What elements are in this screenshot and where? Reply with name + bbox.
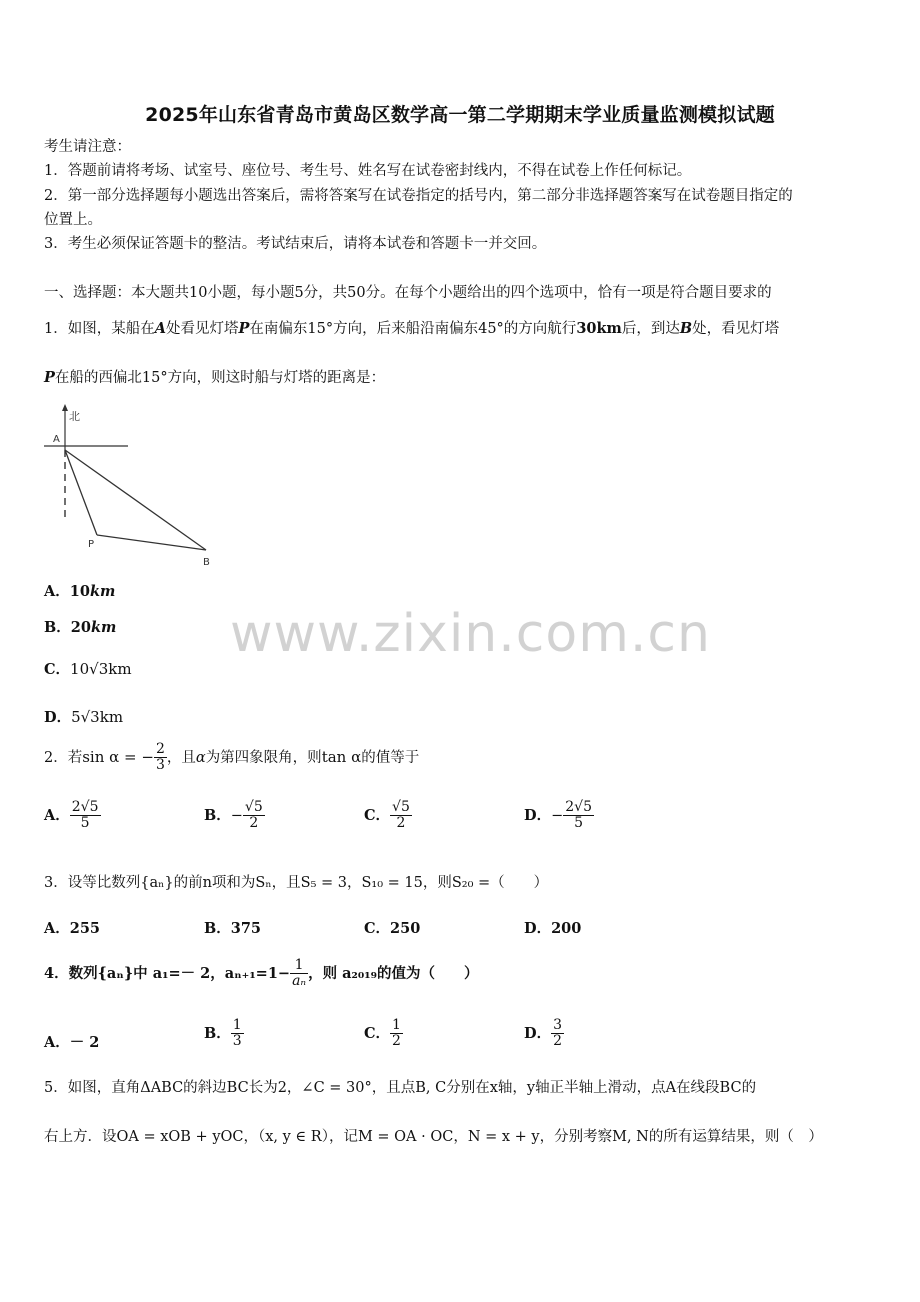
q3-option-d[interactable]: D．200 [524,920,582,937]
q4-option-c[interactable]: C． $\frac{1}{2}$ [364,1017,401,1050]
q1-option-d[interactable]: D．5√3km [44,708,124,726]
segment-pb [97,535,206,550]
q4-stem: 4．数列{aₙ}中 a₁=－ 2，aₙ₊₁=1− $\frac{1}{\text{aₙ}}$ ，则 a₂₀₁₉的值为（ ） [44,957,479,990]
q1-stem-line1: 1．如图，某船在A处看见灯塔P在南偏东15°方向，后来船沿南偏东45°的方向航行30km后，到达B处，看见灯塔 [44,320,780,337]
segment-ab [65,450,206,550]
page-title: 2025年山东省青岛市黄岛区数学高一第二学期期末学业质量监测模拟试题 [145,104,775,126]
north-label: 北 [69,410,80,423]
point-b-label: B [203,557,210,568]
notice-item-1: 1．答题前请将考场、试室号、座位号、考生号、姓名写在试卷密封线内，不得在试卷上作任何标记。 [44,163,692,179]
notice-heading: 考生请注意： [44,139,131,155]
q3-option-a[interactable]: A．255 [44,920,101,937]
notice-item-2: 2．第一部分选择题每小题选出答案后，需将答案写在试卷指定的括号内，第二部分非选择题答案写在试卷题目指定的 [44,188,793,204]
q5-stem-line2: 右上方．设OA = xOB + yOC，（x, y ∈ R），记M = OA · OC，N = x + y，分别考察M, N的所有运算结果，则（ ） [44,1129,823,1145]
q1-option-a[interactable]: A．10km [44,583,116,600]
q5-stem-line1: 5．如图，直角ΔABC的斜边BC长为2，∠C = 30°，且点B, C分别在x轴，y轴正半轴上滑动，点A在线段BC的 [44,1080,757,1096]
q1-option-c[interactable]: C．10√3km [44,660,132,678]
segment-ap [65,450,97,535]
q2-option-c[interactable]: C． $\frac{√5}{2}$ [364,799,410,832]
q1-diagram [40,402,220,572]
q1-stem-line2: P在船的西偏北15°方向，则这时船与灯塔的距离是： [44,369,386,386]
q2-stem: 2．若sin α = − $\frac{2}{3}$ ，且α为第四象限角，则tan α的值等于 [44,741,420,774]
section-heading: 一、选择题：本大题共10小题，每小题5分，共50分。在每个小题给出的四个选项中，恰有一项是符合题目要求的 [44,285,772,301]
q4-fraction: $\frac{1}{\text{aₙ}}$ [292,957,307,990]
q3-option-b[interactable]: B．375 [204,920,262,937]
notice-item-3: 3．考生必须保证答题卡的整洁。考试结束后，请将本试卷和答题卡一并交回。 [44,236,547,252]
q2-option-a[interactable]: A． $\frac{2√5}{5}$ [44,799,99,832]
q4-option-a[interactable]: A．－ 2 [44,1034,100,1051]
north-arrow-icon [62,404,68,411]
q2-option-d[interactable]: D．− $\frac{2√5}{5}$ [524,799,592,832]
q2-option-b[interactable]: B．− $\frac{√5}{2}$ [204,799,263,832]
point-p-label: P [88,539,95,550]
q3-stem: 3．设等比数列{aₙ}的前n项和为Sₙ，且S₅ = 3，S₁₀ = 15，则S₂₀ =（ ） [44,875,549,891]
q3-option-c[interactable]: C．250 [364,920,421,937]
point-a-label: A [53,434,60,445]
q2-fraction: $\frac{2}{3}$ [155,741,165,774]
q1-figure [40,402,220,576]
q4-option-d[interactable]: D． $\frac{3}{2}$ [524,1017,562,1050]
q1-option-b[interactable]: B．20km [44,619,117,636]
q4-option-b[interactable]: B． $\frac{1}{3}$ [204,1017,242,1050]
watermark: www.zixin.com.cn [230,604,711,664]
notice-item-2-cont: 位置上。 [44,212,102,228]
